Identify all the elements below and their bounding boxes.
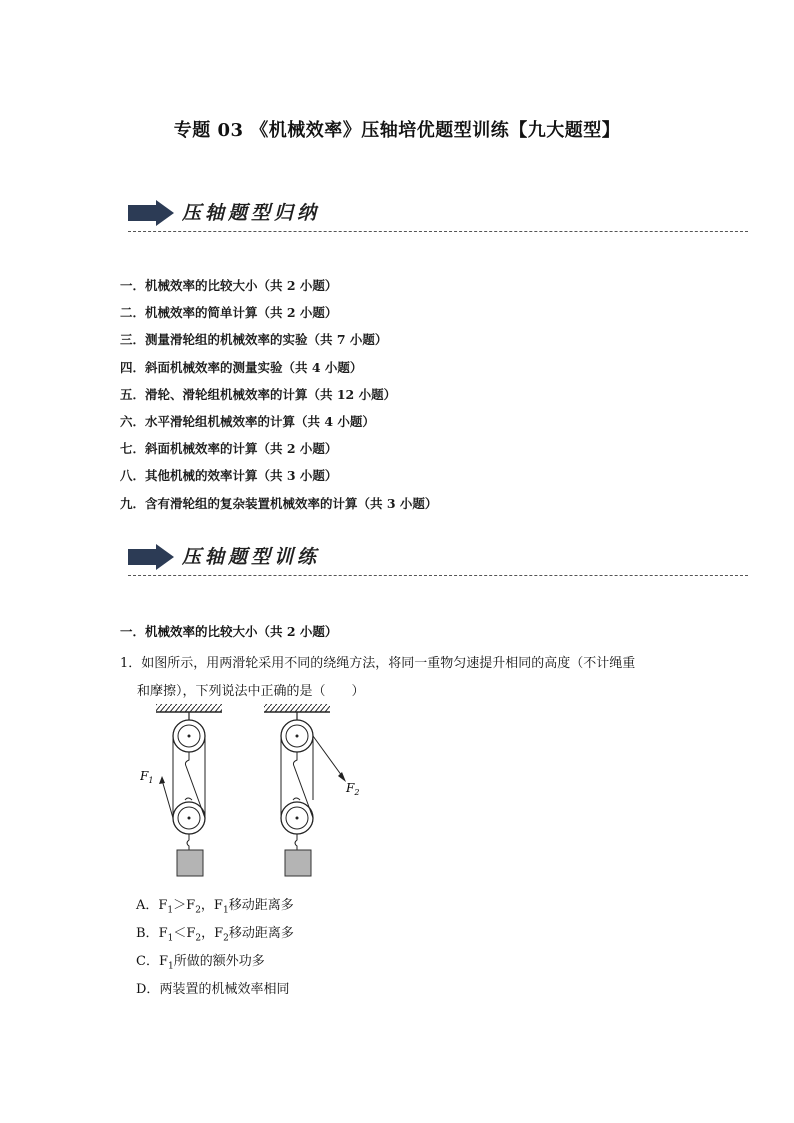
- arrow-icon: [128, 544, 174, 570]
- banner-title: 压轴题型归纳: [182, 202, 321, 224]
- topic-item: 九．含有滑轮组的复杂装置机械效率的计算（共 3 小题）: [120, 495, 438, 511]
- section-banner-training: [128, 540, 748, 576]
- topic-item: 一．机械效率的比较大小（共 2 小题）: [120, 278, 338, 293]
- option-d[interactable]: D．两装置的机械效率相同: [136, 982, 290, 997]
- weight-block-left: [177, 850, 203, 876]
- option-b[interactable]: B．$F_1<F_2$，$F_2$移动距离多: [136, 926, 294, 944]
- answer-options: [136, 896, 294, 1008]
- ceiling-right: [264, 704, 330, 712]
- pulley-diagram: [140, 700, 380, 890]
- page-title: 专题 03 《机械效率》压轴培优题型训练【九大题型】: [173, 120, 621, 141]
- option-c[interactable]: C．$F_1$所做的额外功多: [136, 954, 265, 972]
- question-line: 1．如图所示，用两滑轮采用不同的绕绳方法，将同一重物匀速提升相同的高度（不计绳重: [120, 656, 636, 671]
- topic-item: 五．滑轮、滑轮组机械效率的计算（共 12 小题）: [120, 386, 397, 402]
- dashed-divider: [128, 231, 748, 232]
- topic-item: 六．水平滑轮组机械效率的计算（共 4 小题）: [120, 413, 375, 429]
- force-label-f1: $F_1$: [140, 769, 154, 785]
- topic-list: [120, 276, 437, 521]
- question-line: 和摩擦），下列说法中正确的是（ ）: [137, 684, 365, 699]
- option-a[interactable]: A．$F_1>F_2$，$F_1$移动距离多: [136, 898, 294, 916]
- banner-title: 压轴题型训练: [182, 546, 321, 568]
- topic-item: 三．测量滑轮组的机械效率的实验（共 7 小题）: [120, 332, 388, 348]
- ceiling-left: [156, 704, 222, 712]
- question-stem: [120, 650, 680, 706]
- force-label-f2: $F_2$: [346, 781, 360, 797]
- dashed-divider: [128, 575, 748, 576]
- topic-item: 七．斜面机械效率的计算（共 2 小题）: [120, 441, 338, 457]
- weight-block-right: [285, 850, 311, 876]
- section-heading: 一．机械效率的比较大小（共 2 小题）: [120, 624, 338, 639]
- topic-item: 二．机械效率的简单计算（共 2 小题）: [120, 305, 338, 321]
- topic-item: 四．斜面机械效率的测量实验（共 4 小题）: [120, 359, 363, 375]
- topic-item: 八．其他机械的效率计算（共 3 小题）: [120, 468, 338, 484]
- arrow-icon: [128, 200, 174, 226]
- section-banner-summary: [128, 196, 748, 232]
